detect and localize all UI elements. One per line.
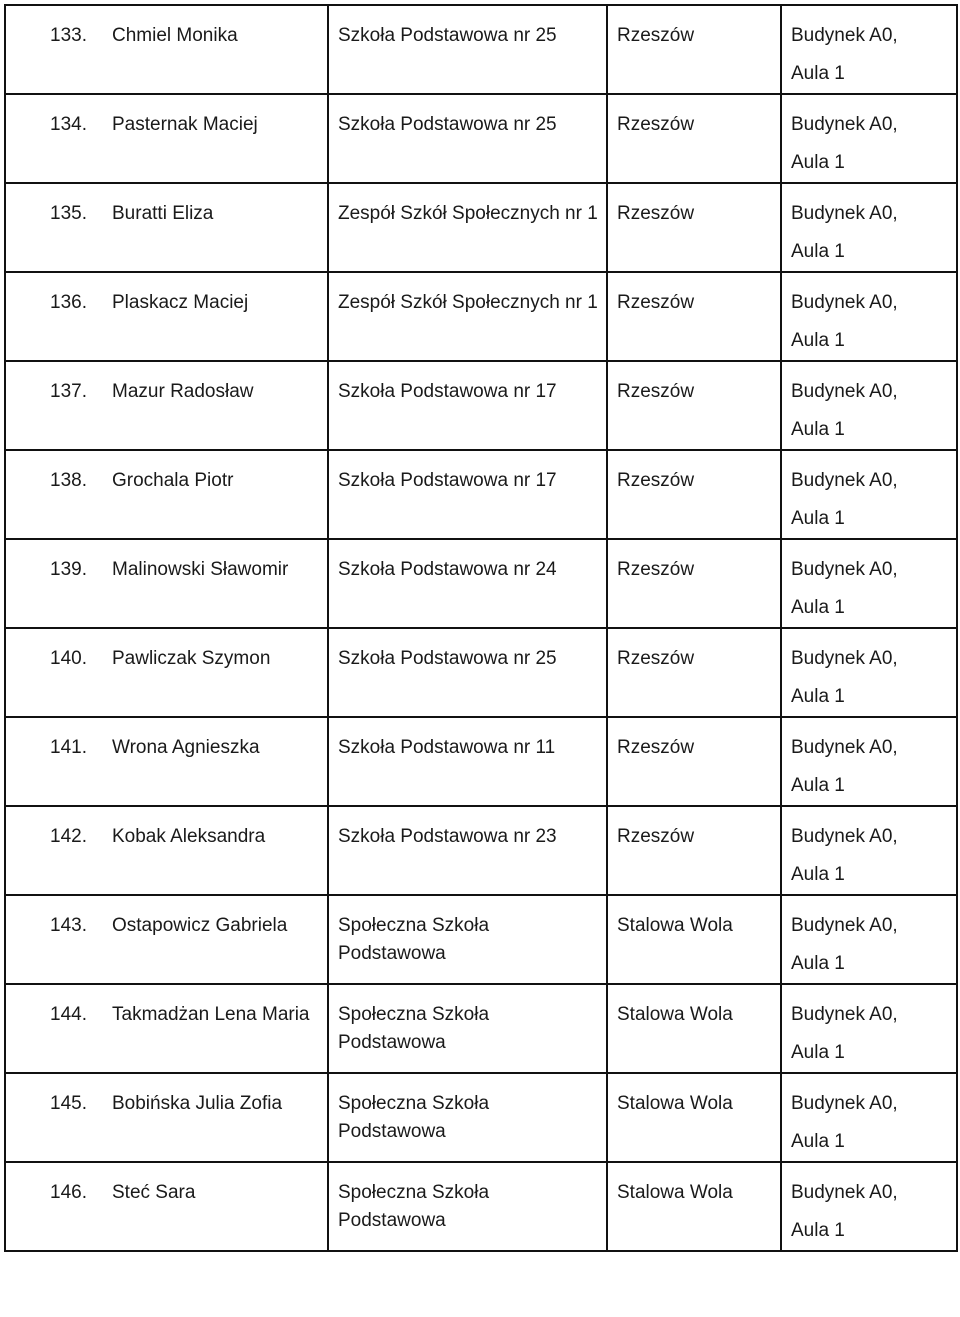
location-cell bbox=[781, 1073, 957, 1162]
location-cell bbox=[781, 539, 957, 628]
number-name-cell bbox=[5, 1162, 328, 1251]
city-cell bbox=[607, 183, 781, 272]
school-cell bbox=[328, 628, 607, 717]
city-cell bbox=[607, 895, 781, 984]
row-number: 144. bbox=[50, 1004, 87, 1025]
row-number: 139. bbox=[50, 559, 87, 580]
location-cell bbox=[781, 94, 957, 183]
room-label: Aula 1 bbox=[791, 1220, 845, 1241]
school-cell bbox=[328, 895, 607, 984]
participant-name: Plaskacz Maciej bbox=[112, 292, 249, 313]
row-number: 141. bbox=[50, 737, 87, 758]
room-label: Aula 1 bbox=[791, 686, 845, 707]
table-row bbox=[5, 5, 957, 94]
participant-name: Pawliczak Szymon bbox=[112, 648, 271, 669]
city-name: Rzeszów bbox=[617, 292, 695, 313]
city-name: Rzeszów bbox=[617, 559, 695, 580]
table-row bbox=[5, 450, 957, 539]
location-cell bbox=[781, 984, 957, 1073]
row-number: 134. bbox=[50, 114, 87, 135]
table-row bbox=[5, 1073, 957, 1162]
city-cell bbox=[607, 984, 781, 1073]
city-name: Rzeszów bbox=[617, 470, 695, 491]
room-label: Aula 1 bbox=[791, 419, 845, 440]
participant-name: Takmadżan Lena Maria bbox=[112, 1004, 310, 1025]
row-number: 146. bbox=[50, 1182, 87, 1203]
document-page bbox=[4, 4, 956, 1313]
building-label: Budynek A0, bbox=[791, 470, 898, 491]
city-name: Stalowa Wola bbox=[617, 1004, 733, 1025]
building-label: Budynek A0, bbox=[791, 1182, 898, 1203]
row-number: 140. bbox=[50, 648, 87, 669]
school-name: Społeczna Szkoła Podstawowa bbox=[338, 1093, 490, 1142]
row-number: 142. bbox=[50, 826, 87, 847]
city-name: Rzeszów bbox=[617, 648, 695, 669]
number-name-cell bbox=[5, 628, 328, 717]
room-label: Aula 1 bbox=[791, 1042, 845, 1063]
participant-name: Chmiel Monika bbox=[112, 25, 238, 46]
number-name-cell bbox=[5, 94, 328, 183]
school-name: Szkoła Podstawowa nr 17 bbox=[338, 381, 557, 402]
room-label: Aula 1 bbox=[791, 864, 845, 885]
row-number: 135. bbox=[50, 203, 87, 224]
school-cell bbox=[328, 1073, 607, 1162]
school-name: Szkoła Podstawowa nr 23 bbox=[338, 826, 557, 847]
row-number: 133. bbox=[50, 25, 87, 46]
school-cell bbox=[328, 450, 607, 539]
city-cell bbox=[607, 1162, 781, 1251]
building-label: Budynek A0, bbox=[791, 292, 898, 313]
school-cell bbox=[328, 272, 607, 361]
city-cell bbox=[607, 806, 781, 895]
location-cell bbox=[781, 361, 957, 450]
number-name-cell bbox=[5, 717, 328, 806]
number-name-cell bbox=[5, 1073, 328, 1162]
table-row bbox=[5, 272, 957, 361]
room-label: Aula 1 bbox=[791, 1131, 845, 1152]
school-name: Społeczna Szkoła Podstawowa bbox=[338, 915, 490, 964]
number-name-cell bbox=[5, 806, 328, 895]
table-row bbox=[5, 1162, 957, 1251]
row-number: 137. bbox=[50, 381, 87, 402]
table-row bbox=[5, 984, 957, 1073]
city-cell bbox=[607, 628, 781, 717]
table-row bbox=[5, 717, 957, 806]
building-label: Budynek A0, bbox=[791, 203, 898, 224]
number-name-cell bbox=[5, 984, 328, 1073]
table-row bbox=[5, 628, 957, 717]
building-label: Budynek A0, bbox=[791, 25, 898, 46]
school-cell bbox=[328, 984, 607, 1073]
school-name: Szkoła Podstawowa nr 25 bbox=[338, 114, 557, 135]
row-number: 138. bbox=[50, 470, 87, 491]
location-cell bbox=[781, 895, 957, 984]
table-row bbox=[5, 183, 957, 272]
school-cell bbox=[328, 5, 607, 94]
building-label: Budynek A0, bbox=[791, 1093, 898, 1114]
school-cell bbox=[328, 717, 607, 806]
participant-name: Bobińska Julia Zofia bbox=[112, 1093, 283, 1114]
city-name: Rzeszów bbox=[617, 737, 695, 758]
city-name: Stalowa Wola bbox=[617, 1182, 733, 1203]
number-name-cell bbox=[5, 539, 328, 628]
city-name: Rzeszów bbox=[617, 25, 695, 46]
location-cell bbox=[781, 717, 957, 806]
participant-name: Ostapowicz Gabriela bbox=[112, 915, 288, 936]
number-name-cell bbox=[5, 895, 328, 984]
city-name: Stalowa Wola bbox=[617, 1093, 733, 1114]
school-cell bbox=[328, 94, 607, 183]
room-label: Aula 1 bbox=[791, 241, 845, 262]
participant-name: Mazur Radosław bbox=[112, 381, 254, 402]
building-label: Budynek A0, bbox=[791, 559, 898, 580]
participant-name: Pasternak Maciej bbox=[112, 114, 258, 135]
number-name-cell bbox=[5, 5, 328, 94]
room-label: Aula 1 bbox=[791, 63, 845, 84]
school-name: Zespół Szkół Społecznych nr 1 bbox=[338, 292, 598, 313]
school-name: Szkoła Podstawowa nr 24 bbox=[338, 559, 557, 580]
row-number: 136. bbox=[50, 292, 87, 313]
school-name: Zespół Szkół Społecznych nr 1 bbox=[338, 203, 598, 224]
building-label: Budynek A0, bbox=[791, 381, 898, 402]
number-name-cell bbox=[5, 183, 328, 272]
room-label: Aula 1 bbox=[791, 597, 845, 618]
school-name: Społeczna Szkoła Podstawowa bbox=[338, 1004, 490, 1053]
number-name-cell bbox=[5, 450, 328, 539]
school-cell bbox=[328, 539, 607, 628]
city-cell bbox=[607, 717, 781, 806]
participants-table bbox=[4, 4, 958, 1252]
school-cell bbox=[328, 183, 607, 272]
table-row bbox=[5, 361, 957, 450]
participant-name: Grochala Piotr bbox=[112, 470, 234, 491]
table-row bbox=[5, 895, 957, 984]
city-cell bbox=[607, 361, 781, 450]
participant-name: Malinowski Sławomir bbox=[112, 559, 289, 580]
building-label: Budynek A0, bbox=[791, 648, 898, 669]
school-cell bbox=[328, 361, 607, 450]
city-cell bbox=[607, 272, 781, 361]
room-label: Aula 1 bbox=[791, 152, 845, 173]
table-row bbox=[5, 94, 957, 183]
school-name: Szkoła Podstawowa nr 25 bbox=[338, 648, 557, 669]
city-cell bbox=[607, 539, 781, 628]
school-cell bbox=[328, 1162, 607, 1251]
table-row bbox=[5, 539, 957, 628]
building-label: Budynek A0, bbox=[791, 915, 898, 936]
city-name: Rzeszów bbox=[617, 826, 695, 847]
participant-name: Steć Sara bbox=[112, 1182, 196, 1203]
row-number: 143. bbox=[50, 915, 87, 936]
location-cell bbox=[781, 272, 957, 361]
room-label: Aula 1 bbox=[791, 953, 845, 974]
city-cell bbox=[607, 1073, 781, 1162]
school-name: Szkoła Podstawowa nr 11 bbox=[338, 737, 556, 758]
participant-name: Kobak Aleksandra bbox=[112, 826, 266, 847]
city-name: Rzeszów bbox=[617, 114, 695, 135]
number-name-cell bbox=[5, 272, 328, 361]
school-name: Szkoła Podstawowa nr 25 bbox=[338, 25, 557, 46]
number-name-cell bbox=[5, 361, 328, 450]
school-name: Szkoła Podstawowa nr 17 bbox=[338, 470, 557, 491]
location-cell bbox=[781, 5, 957, 94]
city-cell bbox=[607, 94, 781, 183]
row-number: 145. bbox=[50, 1093, 87, 1114]
room-label: Aula 1 bbox=[791, 775, 845, 796]
location-cell bbox=[781, 628, 957, 717]
location-cell bbox=[781, 183, 957, 272]
table-row bbox=[5, 806, 957, 895]
room-label: Aula 1 bbox=[791, 330, 845, 351]
participant-name: Wrona Agnieszka bbox=[112, 737, 260, 758]
city-cell bbox=[607, 450, 781, 539]
room-label: Aula 1 bbox=[791, 508, 845, 529]
city-name: Rzeszów bbox=[617, 203, 695, 224]
participants-table-body bbox=[5, 5, 957, 1251]
participant-name: Buratti Eliza bbox=[112, 203, 214, 224]
city-name: Rzeszów bbox=[617, 381, 695, 402]
school-cell bbox=[328, 806, 607, 895]
building-label: Budynek A0, bbox=[791, 114, 898, 135]
city-cell bbox=[607, 5, 781, 94]
school-name: Społeczna Szkoła Podstawowa bbox=[338, 1182, 490, 1231]
building-label: Budynek A0, bbox=[791, 737, 898, 758]
location-cell bbox=[781, 450, 957, 539]
building-label: Budynek A0, bbox=[791, 1004, 898, 1025]
location-cell bbox=[781, 1162, 957, 1251]
city-name: Stalowa Wola bbox=[617, 915, 733, 936]
building-label: Budynek A0, bbox=[791, 826, 898, 847]
location-cell bbox=[781, 806, 957, 895]
